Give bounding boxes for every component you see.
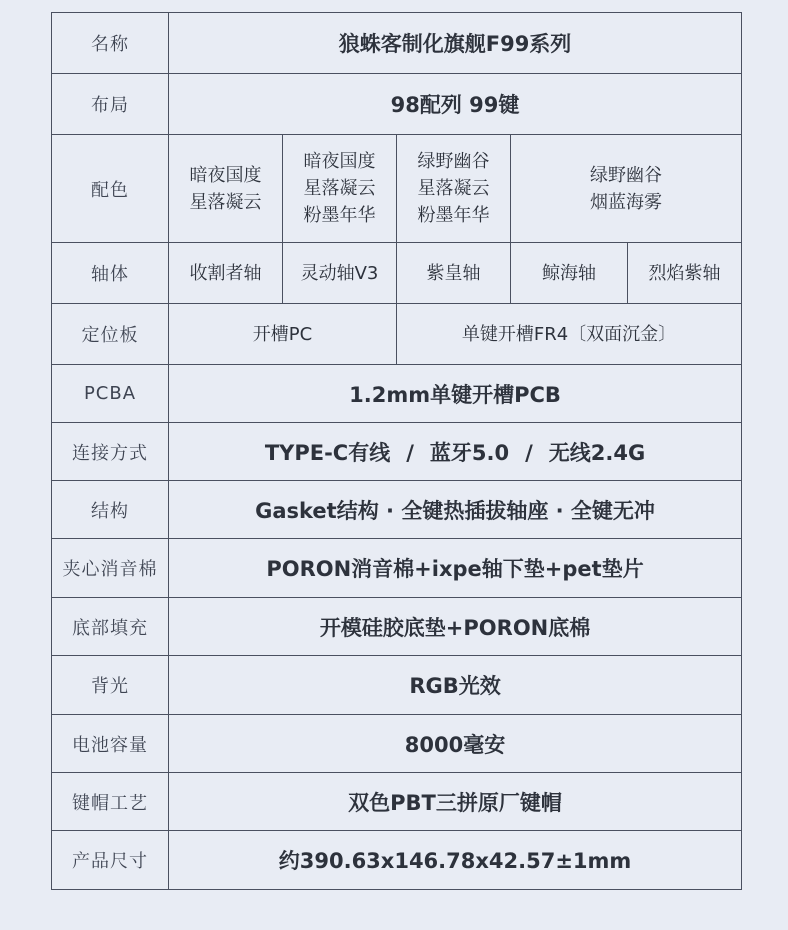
connection-bluetooth: 蓝牙5.0 — [429, 440, 510, 465]
row-battery — [52, 715, 742, 773]
color-option-3 — [397, 135, 511, 243]
row-keycaps — [52, 773, 742, 831]
label-plate: 定位板 — [52, 304, 169, 365]
label-connection: 连接方式 — [52, 423, 169, 481]
label-keycaps: 键帽工艺 — [52, 773, 169, 831]
label-backlight: 背光 — [52, 656, 169, 715]
spec-table — [51, 12, 742, 890]
color-option-4 — [511, 135, 742, 243]
switch-option-4: 鲸海轴 — [511, 243, 628, 304]
row-switches — [52, 243, 742, 304]
row-layout — [52, 74, 742, 135]
color-option-3-line-2: 星落凝云 — [417, 178, 490, 199]
color-option-2 — [283, 135, 397, 243]
switch-option-2: 灵动轴V3 — [283, 243, 397, 304]
value-size: 约390.63x146.78x42.57±1mm — [169, 831, 742, 890]
label-pcba: PCBA — [52, 365, 169, 423]
row-connection — [52, 423, 742, 481]
label-switches: 轴体 — [52, 243, 169, 304]
row-bottom — [52, 598, 742, 656]
label-structure: 结构 — [52, 481, 169, 539]
row-structure — [52, 481, 742, 539]
connection-wireless: 无线2.4G — [548, 440, 646, 465]
color-option-2-line-1: 暗夜国度 — [303, 151, 376, 172]
switch-option-3: 紫皇轴 — [397, 243, 511, 304]
label-size: 产品尺寸 — [52, 831, 169, 890]
value-layout: 98配列 99键 — [169, 74, 742, 135]
color-option-3-line-3: 粉墨年华 — [417, 205, 490, 226]
switch-option-5: 烈焰紫轴 — [628, 243, 742, 304]
label-colors: 配色 — [52, 135, 169, 243]
color-option-2-line-3: 粉墨年华 — [303, 205, 376, 226]
label-name: 名称 — [52, 13, 169, 74]
connection-wired: TYPE-C有线 — [264, 440, 391, 465]
value-connection — [169, 423, 742, 481]
row-size — [52, 831, 742, 890]
value-backlight: RGB光效 — [169, 656, 742, 715]
color-option-1-line-2: 星落凝云 — [189, 191, 262, 213]
row-name — [52, 13, 742, 74]
value-name: 狼蛛客制化旗舰F99系列 — [169, 13, 742, 74]
value-foam: PORON消音棉+ixpe轴下垫+pet垫片 — [169, 539, 742, 598]
color-option-3-line-1: 绿野幽谷 — [417, 151, 490, 172]
color-option-4-line-2: 烟蓝海雾 — [590, 191, 663, 213]
value-structure: Gasket结构 · 全键热插拔轴座 · 全键无冲 — [169, 481, 742, 539]
color-option-4-line-1: 绿野幽谷 — [590, 164, 663, 186]
row-foam — [52, 539, 742, 598]
color-option-1-line-1: 暗夜国度 — [189, 164, 262, 186]
label-battery: 电池容量 — [52, 715, 169, 773]
plate-option-1: 开槽PC — [169, 304, 397, 365]
label-foam: 夹心消音棉 — [52, 539, 169, 598]
label-layout: 布局 — [52, 74, 169, 135]
row-pcba — [52, 365, 742, 423]
row-backlight — [52, 656, 742, 715]
color-option-1 — [169, 135, 283, 243]
row-plate — [52, 304, 742, 365]
switch-option-1: 收割者轴 — [169, 243, 283, 304]
value-pcba: 1.2mm单键开槽PCB — [169, 365, 742, 423]
label-bottom: 底部填充 — [52, 598, 169, 656]
value-battery: 8000毫安 — [169, 715, 742, 773]
connection-separator-2: / — [525, 440, 533, 465]
value-keycaps: 双色PBT三拼原厂键帽 — [169, 773, 742, 831]
plate-option-2: 单键开槽FR4〔双面沉金〕 — [397, 304, 742, 365]
row-colors — [52, 135, 742, 243]
value-bottom: 开模硅胶底垫+PORON底棉 — [169, 598, 742, 656]
color-option-2-line-2: 星落凝云 — [303, 178, 376, 199]
connection-separator-1: / — [406, 440, 414, 465]
